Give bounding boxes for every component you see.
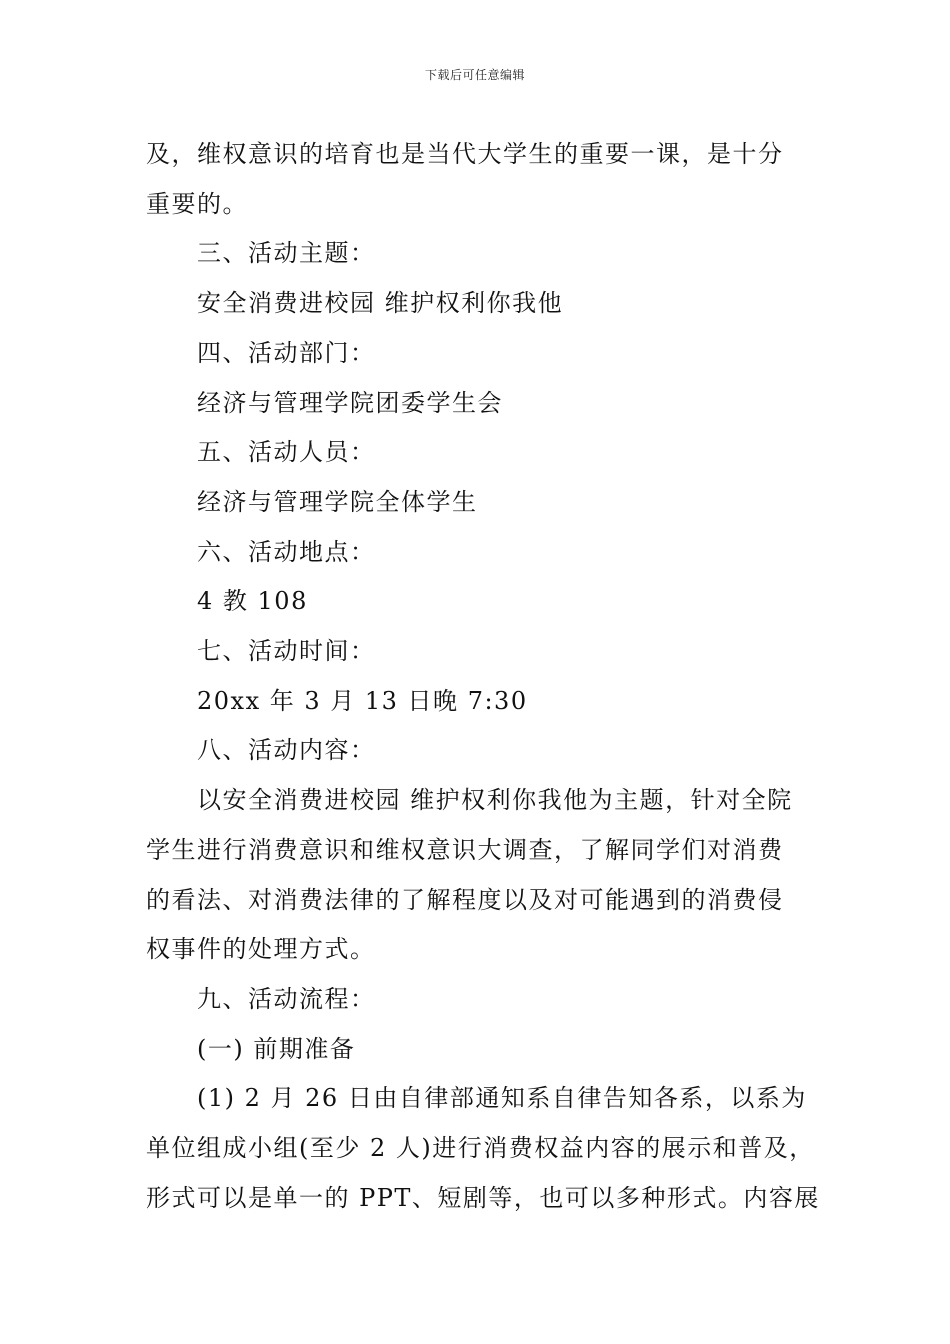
section-heading-participants: 五、活动人员： <box>197 438 376 467</box>
section-heading-content: 八、活动内容： <box>197 736 376 765</box>
body-line: 4 教 108 <box>197 587 308 616</box>
body-line: 20xx 年 3 月 13 日晚 7:30 <box>197 686 528 715</box>
section-heading-theme: 三、活动主题： <box>197 239 376 268</box>
body-line: 单位组成小组(至少 2 人)进行消费权益内容的展示和普及， <box>146 1134 815 1163</box>
page-header: 下载后可任意编辑 <box>424 68 525 82</box>
section-heading-location: 六、活动地点： <box>197 537 376 566</box>
section-heading-department: 四、活动部门： <box>197 338 376 367</box>
subsection-heading: (一) 前期准备 <box>197 1034 356 1063</box>
body-line: 及，维权意识的培育也是当代大学生的重要一课，是十分 <box>146 140 784 168</box>
body-line: 形式可以是单一的 PPT、短剧等，也可以多种形式。内容展 <box>146 1183 820 1212</box>
body-line: (1) 2 月 26 日由自律部通知系自律告知各系，以系为 <box>197 1084 807 1113</box>
document-body <box>146 130 820 1223</box>
body-line: 权事件的处理方式。 <box>146 935 376 964</box>
body-line: 经济与管理学院全体学生 <box>197 487 478 516</box>
body-line: 经济与管理学院团委学生会 <box>197 388 503 417</box>
section-heading-time: 七、活动时间： <box>197 637 376 666</box>
body-line: 安全消费进校园 维护权利你我他 <box>197 289 564 318</box>
body-line: 学生进行消费意识和维权意识大调查，了解同学们对消费 <box>146 835 784 864</box>
body-line: 以安全消费进校园 维护权利你我他为主题，针对全院 <box>197 786 793 815</box>
body-line: 重要的。 <box>146 189 248 218</box>
section-heading-process: 九、活动流程： <box>197 984 376 1013</box>
body-line: 的看法、对消费法律的了解程度以及对可能遇到的消费侵 <box>146 885 784 914</box>
